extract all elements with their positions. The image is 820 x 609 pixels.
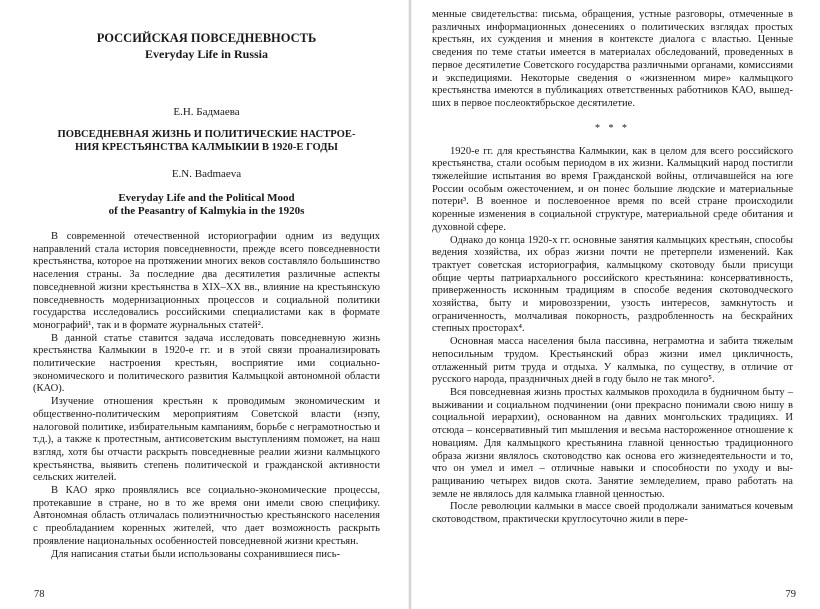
- left-body-text: [33, 231, 380, 561]
- article-title-en-line-1: Everyday Life and the Political Mood: [118, 192, 295, 204]
- article-title-ru-line-1: ПОВСЕДНЕВНАЯ ЖИЗНЬ И ПОЛИТИЧЕСКИЕ НАСТРОЕ-: [57, 129, 356, 140]
- paragraph: В данной статье ставится задача исследовать повседневную жизнь крестьянства Калмыкии в 1920-е гг. и в этой связи проанализировать политические настроения крестьян, восприятие ими социально-экономического и политического развития Калмыцкой автономной области (КАО).: [33, 332, 380, 395]
- paragraph: Для написания статьи были использованы сохранившиеся пись-: [51, 548, 341, 560]
- paragraph: Изучение отношения крестьян к проводимым экономическим и общественно-политическим мероприятиям Советской власти (нэпу, налоговой политике, избирательным кампаниям, борьбе с неграмотностью и т.д.), а также к протестным, антисоветским выступлениям поможет, на наш взгляд, хотя бы отчасти раскрыть повседневные реалии жизни калмыцкого крестьянства, выявить степень политической и гражданской активности сельских жителей.: [33, 396, 380, 484]
- section-heading: [33, 30, 380, 62]
- section-title-ru: РОССИЙСКАЯ ПОВСЕДНЕВНОСТЬ: [96, 31, 317, 45]
- section-separator: * * *: [595, 122, 630, 134]
- article-title-ru-line-2: НИЯ КРЕСТЬЯНСТВА КАЛМЫКИИ В 1920-Е ГОДЫ: [75, 141, 338, 153]
- article-title-ru: [33, 129, 380, 154]
- paragraph: Основная масса населения была пассивна, неграмотна и забита тяжелым непосильным трудом. Крестьянский образ жизни имел цикличность, отлаженный ритм труда и отдыха. У калмыка, по существу, в отличие от русского народа, праздничных дней в году было не так много⁵.: [432, 336, 793, 386]
- paragraph: Однако до конца 1920-х гг. основные занятия калмыцких крестьян, способы ведения хозяйства, их образ жизни почти не претерпели изменений. Как трактует советская историография, калмыцкому скотоводу были присущи общие черты патриархального российского крестьянина: консервативность, приверженность исконным традициям в способе ведения скотоводческого хозяйства, быту и мировоззрении, узость интересов, замкнутость и ограниченность, молчаливая покорность, раздробленность на бескрайних степных просторах⁴.: [432, 234, 793, 335]
- page-number-right: 79: [785, 589, 796, 600]
- author-en: E.N. Badmaeva: [171, 168, 242, 180]
- paragraph: В КАО ярко проявлялись все социально-экономические процессы, протекавшие в стране, но в то же время они имели свою специфику. Автономная область отличалась полиэтничностью крестьянского населения с преобладанием коренных жителей, что дает возможность раскрыть проявление национальных особенностей повседневной жизни крестьян.: [33, 485, 380, 547]
- author-ru: Е.Н. Бадмаева: [173, 106, 240, 118]
- continued-paragraph: менные свидетельства: письма, обращения, устные разговоры, отмеченные в различных информационных донесениях о политических взглядах простых крестьян, их суждения и мнения в контексте диалога с властью. Ценные сведения по теме статьи имеется в материалах обследований, проведенных в первое десятилетие Советского государства различными органами, комиссиями и экспедициями. Некоторые сведения о «жизненном мире» калмыцкого крестьянства имеются в публикациях ответственных работников КАО, вышедших в первое послеоктябрьское десятилетие.: [432, 9, 793, 109]
- paragraph: После революции калмыки в массе своей продолжали заниматься кочевым скотоводством, практически круглосуточно жили в пере-: [432, 501, 793, 526]
- paragraph: Вся повседневная жизнь простых калмыков проходила в будничном быту – выживании и социальном подчинении (они прекрасно понимали свою нишу в социальной иерархии), основанном на давних монгольских традициях. И отсюда – консервативный тип мышления и весьма настороженное отношение к новациям. Для калмыцкого крестьянина главной ценностью традиционного образа жизни являлось скотоводство как основа его жизнедеятельности и то, что он умел и имел – отличные навыки и способности по уходу и выращиванию четырех видов скота. Занятие земледелием, право работать на земле не являлось для калмыка главной ценностью.: [432, 386, 793, 500]
- paragraph: 1920-е гг. для крестьянства Калмыкии, как в целом для всего российского крестьянства, стали особым периодом в их жизни. Калмыцкий народ постигли тяжелейшие испытания во время Гражданской войны, отличавшейся на юге России особым ожесточением, и он понес большие людские и материальные потери³. В военное и послевоенное время по всей стране происходили коренные изменения в социальной структуре, материальной среде обитания и духовной сфере.: [432, 145, 793, 233]
- section-title-en: Everyday Life in Russia: [144, 47, 268, 61]
- article-title-en: [33, 192, 380, 218]
- page-number-left: 78: [34, 589, 45, 600]
- right-page: [410, 0, 820, 609]
- article-title-en-line-2: of the Peasantry of Kalmykia in the 1920s: [108, 205, 305, 217]
- paragraph: В современной отечественной историографии одним из ведущих направлений стала история повседневности, прежде всего повседневности крестьянства, которое на протяжении многих веков составляло большинство населения страны. За последние два десятилетия различные аспекты повседневной жизни крестьянства в XIX–XX вв., влияние на крестьянскую повседневность модернизационных процессов и социальной политики государства исследовались российскими специалистами как в формате монографий¹, так и в формате журнальных статей².: [33, 231, 380, 331]
